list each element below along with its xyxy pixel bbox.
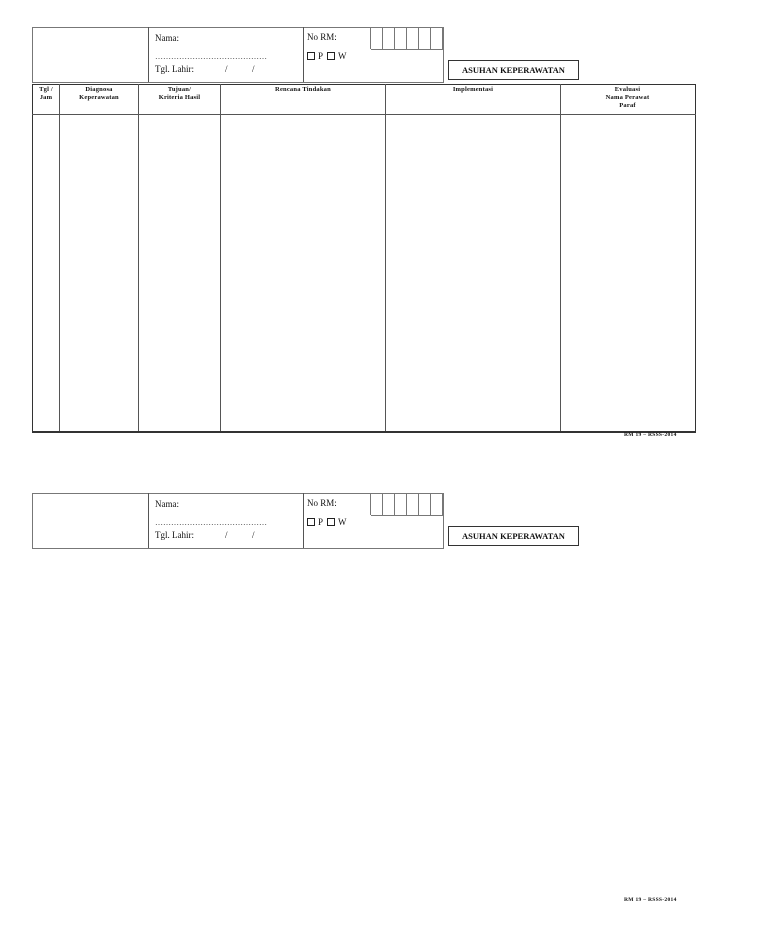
date-slash-2: / <box>252 530 255 540</box>
gender-options <box>307 517 351 527</box>
rm-box <box>395 27 407 50</box>
form-code-footer: RM 19 – RSSS-2014 <box>624 897 677 903</box>
checkbox-p[interactable] <box>307 52 315 60</box>
rm-box <box>419 493 431 516</box>
tgl-lahir-label: Tgl. Lahir: <box>155 64 194 74</box>
col-header-tgl-jam: Tgl / Jam <box>39 86 53 101</box>
rm-box <box>407 27 419 50</box>
nama-label: Nama: <box>155 499 179 509</box>
checkbox-p[interactable] <box>307 518 315 526</box>
tgl-lahir-label: Tgl. Lahir: <box>155 530 194 540</box>
header-divider-2 <box>303 27 304 82</box>
col-header-tujuan: Tujuan/ Kriteria Hasil <box>158 86 201 101</box>
col-header-implementasi: Implementasi <box>452 86 494 93</box>
col-divider <box>385 84 386 431</box>
rm-box <box>431 493 443 516</box>
form-title: ASUHAN KEPERAWATAN <box>448 60 579 80</box>
date-slash-2: / <box>252 64 255 74</box>
col-header-diagnosa: Diagnosa Keperawatan <box>79 86 119 101</box>
rm-box <box>383 493 395 516</box>
gender-p-label: P <box>318 517 324 527</box>
header-divider-2 <box>303 493 304 548</box>
no-rm-label: No RM: <box>307 498 337 508</box>
nama-label: Nama: <box>155 33 179 43</box>
checkbox-w[interactable] <box>327 518 335 526</box>
date-slash-1: / <box>225 530 228 540</box>
no-rm-label: No RM: <box>307 32 337 42</box>
col-divider <box>59 84 60 431</box>
header-divider-1 <box>148 27 149 82</box>
rm-box <box>419 27 431 50</box>
rm-box <box>371 27 383 50</box>
form-code-footer: RM 19 – RSSS-2014 <box>624 432 677 438</box>
date-slash-1: / <box>225 64 228 74</box>
rm-box <box>431 27 443 50</box>
rm-box <box>395 493 407 516</box>
col-divider <box>138 84 139 431</box>
nama-dots: …………………………………… <box>155 52 267 61</box>
form-title: ASUHAN KEPERAWATAN <box>448 526 579 546</box>
col-divider <box>220 84 221 431</box>
col-header-rencana: Rencana Tindakan <box>275 86 331 93</box>
checkbox-w[interactable] <box>327 52 335 60</box>
gender-options <box>307 51 351 61</box>
col-divider <box>560 84 561 431</box>
nama-dots: …………………………………… <box>155 518 267 527</box>
gender-p-label: P <box>318 51 324 61</box>
table-header-rule <box>32 114 696 115</box>
rm-box <box>407 493 419 516</box>
rm-box <box>383 27 395 50</box>
care-plan-table <box>32 84 696 433</box>
gender-w-label: W <box>338 51 347 61</box>
gender-w-label: W <box>338 517 347 527</box>
rm-box <box>371 493 383 516</box>
header-divider-1 <box>148 493 149 548</box>
col-header-evaluasi: Evaluasi Nama Perawat Paraf <box>605 86 650 109</box>
